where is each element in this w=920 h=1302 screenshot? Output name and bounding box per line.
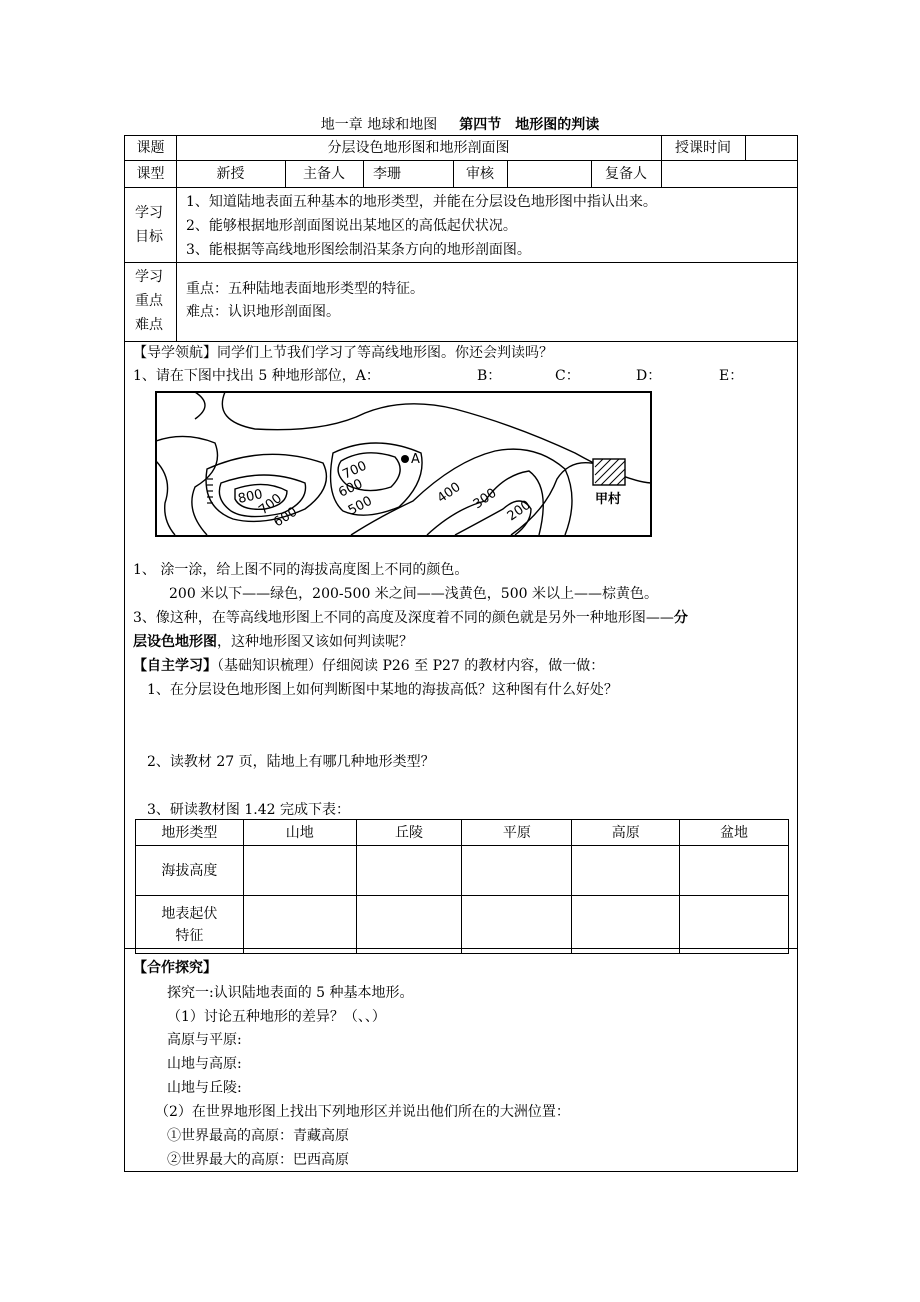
reviewer-label: 审核 — [466, 165, 494, 182]
chapter-title: 地一章 地球和地图 — [320, 117, 438, 133]
guide-q2-colors: 200 米以下——绿色，200-500 米之间——浅黄色，500 米以上——棕黄色。 — [169, 586, 658, 602]
table-cell[interactable] — [356, 846, 462, 896]
self-study-q1: 1、在分层设色地形图上如何判断图中某地的海拔高低？这种图有什么好处？ — [147, 682, 618, 698]
guide-q2: 1、 涂一涂，给上图不同的海拔高度图上不同的颜色。 — [133, 562, 469, 578]
coop-explore1: 探究一:认识陆地表面的 5 种基本地形。 — [167, 985, 414, 1001]
type-label: 课型 — [136, 165, 165, 182]
table-header: 地形类型 — [136, 820, 244, 846]
reviewer-value — [507, 160, 591, 187]
goal-item: 3、能根据等高线地形图绘制沿某条方向的地形剖面图。 — [186, 242, 531, 258]
table-header: 高原 — [572, 820, 680, 846]
landform-table — [135, 819, 789, 954]
self-study-q2: 2、读教材 27 页，陆地上有哪几种地形类型？ — [147, 754, 435, 770]
table-header: 丘陵 — [356, 820, 462, 846]
backup-value — [661, 160, 799, 187]
keypoints-label-1: 学习 — [135, 269, 163, 285]
rule — [125, 262, 797, 263]
table-cell[interactable] — [572, 896, 680, 954]
village-symbol — [593, 459, 625, 485]
village-label: 甲村 — [595, 492, 622, 507]
contour-label: 800 — [236, 487, 265, 507]
keypoints-label-3: 难点 — [135, 317, 163, 333]
table-header: 山地 — [243, 820, 356, 846]
coop-item2: ②世界最大的高原：巴西高原 — [167, 1152, 349, 1168]
contour-label: 600 — [336, 476, 366, 501]
backup-label: 复备人 — [605, 165, 647, 182]
subject-label: 课题 — [136, 140, 165, 156]
contour-label: 300 — [470, 485, 500, 513]
coop-q1: （1）讨论五种地形的差异？（、、） — [167, 1009, 386, 1025]
table-header: 盆地 — [680, 820, 789, 846]
point-a-label: A — [411, 452, 420, 467]
rule — [363, 160, 364, 187]
table-cell[interactable] — [243, 896, 356, 954]
guide-q3-line2: 层设色地形图，这种地形图又该如何判读呢？ — [133, 634, 413, 650]
contour-label: 500 — [345, 493, 375, 519]
table-cell[interactable] — [680, 846, 789, 896]
goals-label-2: 目标 — [135, 229, 163, 245]
table-cell[interactable] — [243, 846, 356, 896]
rule — [125, 341, 797, 342]
table-cell[interactable] — [680, 896, 789, 954]
difficult-point: 难点：认识地形剖面图。 — [186, 304, 340, 320]
type-value: 新授 — [216, 165, 245, 182]
row-label: 地表起伏 特征 — [136, 896, 244, 954]
guide-q1-d: D： — [636, 368, 662, 384]
guide-q1-e: E： — [719, 368, 744, 384]
contour-label: 700 — [256, 491, 286, 519]
contour-label: 200 — [504, 497, 534, 525]
coop-p2: 山地与高原: — [167, 1056, 242, 1072]
coop-heading: 【合作探究】 — [133, 960, 217, 976]
contour-map — [155, 391, 652, 537]
self-study-heading: 【自主学习】（基础知识梳理）仔细阅读 P26 至 P27 的教材内容，做一做： — [133, 658, 605, 674]
table-header: 平原 — [462, 820, 572, 846]
table-cell[interactable] — [572, 846, 680, 896]
preparer-label: 主备人 — [303, 165, 345, 182]
key-point: 重点：五种陆地表面地形类型的特征。 — [186, 281, 424, 297]
guide-q1-c: C： — [555, 368, 580, 384]
goal-item: 2、能够根据地形剖面图说出某地区的高低起伏状况。 — [186, 218, 517, 234]
point-a-marker — [401, 455, 409, 463]
coop-q2: （2）在世界地形图上找出下列地形区并说出他们所在的大洲位置： — [155, 1104, 570, 1120]
row-label: 海拔高度 — [136, 846, 244, 896]
table-cell[interactable] — [462, 846, 572, 896]
guide-heading: 【导学领航】同学们上节我们学习了等高线地形图。你还会判读吗？ — [133, 345, 553, 361]
goal-item: 1、知道陆地表面五种基本的地形类型，并能在分层设色地形图中指认出来。 — [186, 194, 657, 210]
guide-q1: 1、请在下图中找出 5 种地形部位，A： — [133, 368, 380, 384]
preparer-value: 李珊 — [373, 165, 401, 182]
table-cell[interactable] — [356, 896, 462, 954]
self-study-q3: 3、研读教材图 1.42 完成下表： — [147, 802, 350, 818]
coop-item1: ①世界最高的高原：青藏高原 — [167, 1128, 349, 1144]
coop-p3: 山地与丘陵: — [167, 1080, 242, 1096]
goals-label-1: 学习 — [135, 205, 163, 221]
keypoints-label-2: 重点 — [135, 293, 163, 309]
rule — [125, 187, 797, 188]
time-label: 授课时间 — [675, 140, 731, 156]
table-cell[interactable] — [462, 896, 572, 954]
lesson-plan-table — [124, 135, 798, 1172]
section-title: 第四节 地形图的判读 — [459, 117, 600, 133]
contour-label: 700 — [340, 458, 370, 483]
contour-label: 400 — [434, 479, 464, 507]
time-value — [745, 136, 799, 160]
guide-q1-b: B： — [477, 368, 502, 384]
contour-label: 600 — [271, 504, 301, 531]
guide-q3-line1: 3、像这种，在等高线地形图上不同的高度及深度着不同的颜色就是另外一种地形图——分 — [133, 610, 688, 626]
page-title — [0, 114, 920, 134]
subject-value: 分层设色地形图和地形剖面图 — [327, 140, 510, 156]
coop-p1: 高原与平原: — [167, 1032, 242, 1048]
